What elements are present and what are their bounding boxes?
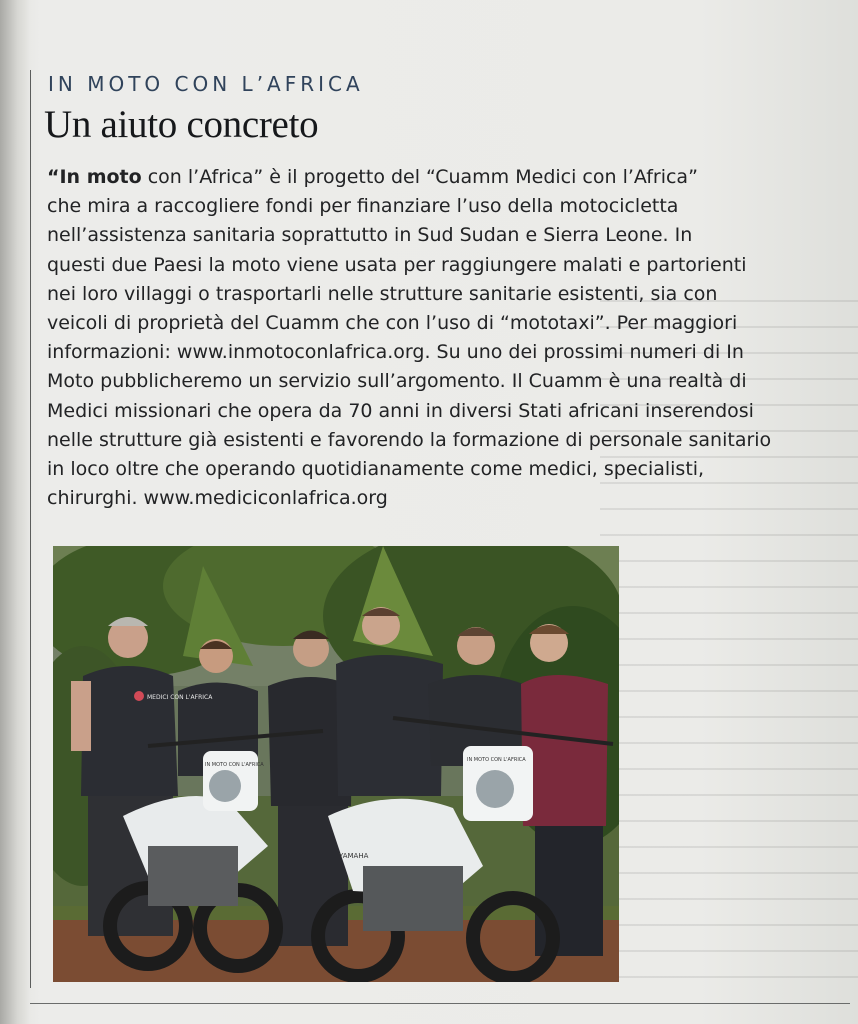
article-title: Un aiuto concreto — [44, 103, 319, 146]
body-line-11: in loco oltre che operando quotidianamente come medici, specialisti, — [47, 458, 705, 481]
article-body — [47, 163, 837, 513]
body-line-9: Medici missionari che opera da 70 anni in diversi Stati africani inserendosi — [47, 399, 754, 422]
body-line-4: questi due Paesi la moto viene usata per raggiungere malati e partorienti — [47, 253, 747, 276]
tank-brand: YAMAHA — [339, 852, 369, 860]
body-line-12: chirurghi. www.mediciconlafrica.org — [47, 487, 388, 510]
page-fold-shadow — [0, 0, 30, 1024]
body-line-3: nell’assistenza sanitaria soprattutto in Sud Sudan e Sierra Leone. In — [47, 224, 693, 247]
body-line-8: Moto pubblicheremo un servizio sull’argomento. Il Cuamm è una realtà di — [47, 370, 747, 393]
body-line-2: che mira a raccogliere fondi per finanziare l’uso della motocicletta — [47, 195, 679, 218]
body-line-6: veicoli di proprietà del Cuamm che con l’uso di “mototaxi”. Per maggiori — [47, 312, 738, 335]
lead-in: “In moto — [47, 166, 142, 188]
body-line-7: informazioni: www.inmotoconlafrica.org. Su uno dei prossimi numeri di In — [47, 341, 744, 364]
headlight-logo-1: IN MOTO CON L'AFRICA — [205, 762, 264, 768]
headlight-logo-2: IN MOTO CON L'AFRICA — [467, 757, 526, 763]
column-rule — [30, 70, 31, 988]
shirt-logo-text: MEDICI CON L'AFRICA — [147, 694, 213, 701]
section-kicker: IN MOTO CON L’AFRICA — [48, 72, 364, 96]
body-line-10: nelle strutture già esistenti e favorendo la formazione di personale sanitario — [47, 428, 772, 451]
bottom-rule — [30, 1003, 850, 1004]
body-line-1: “In moto con l’Africa” è il progetto del “Cuamm Medici con l’Africa” — [47, 166, 698, 188]
team-photo — [53, 546, 619, 982]
body-line-5: nei loro villaggi o trasportarli nelle strutture sanitarie esistenti, sia con — [47, 282, 718, 305]
